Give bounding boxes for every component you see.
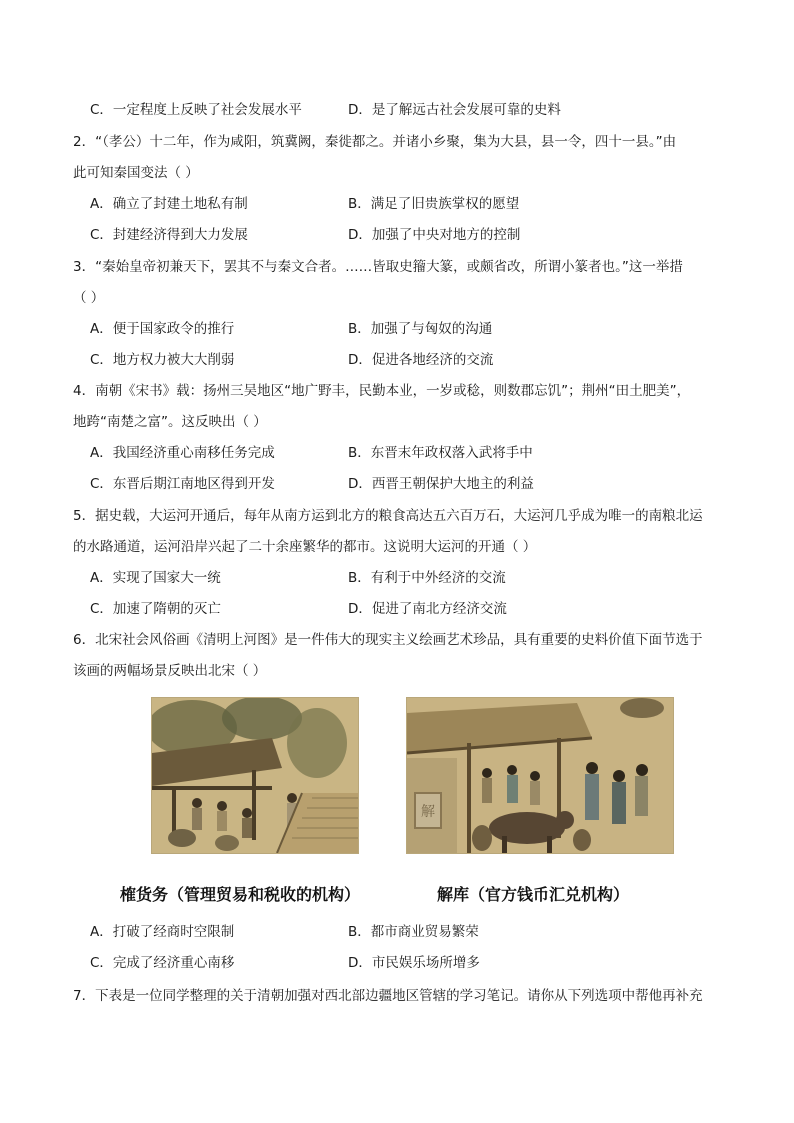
q6-stem-line1: 6．北宋社会风俗画《清明上河图》是一件伟大的现实主义绘画艺术珍品，具有重要的史料价值下面节选于 (73, 632, 703, 648)
q6-option-c[interactable]: C．完成了经济重心南移 (90, 955, 235, 971)
q4-stem-line1: 4．南朝《宋书》载：扬州三吴地区“地广野丰，民勤本业，一岁或稔，则数郡忘饥”；荆州“田土肥美”， (73, 383, 691, 399)
q5-option-a[interactable]: A．实现了国家大一统 (90, 570, 221, 586)
q5-option-b[interactable]: B．有利于中外经济的交流 (348, 570, 506, 586)
painting-right-svg (407, 698, 673, 853)
q1-option-d[interactable]: D．是了解远古社会发展可靠的史料 (348, 102, 561, 118)
painting-left-image (151, 697, 359, 854)
q5-option-d[interactable]: D．促进了南北方经济交流 (348, 601, 507, 617)
q5-option-c[interactable]: C．加速了隋朝的灭亡 (90, 601, 221, 617)
q3-option-b[interactable]: B．加强了与匈奴的沟通 (348, 321, 493, 337)
q3-stem-line1: 3．“秦始皇帝初兼天下，罢其不与秦文合者。……皆取史籀大篆，或颇省改，所谓小篆者也。”这一举措 (73, 259, 683, 275)
q4-option-a[interactable]: A．我国经济重心南移任务完成 (90, 445, 275, 461)
q2-option-d[interactable]: D．加强了中央对地方的控制 (348, 227, 521, 243)
q5-stem-line1: 5．据史载，大运河开通后，每年从南方运到北方的粮食高达五六百万石，大运河几乎成为唯一的南粮北运 (73, 508, 703, 524)
q4-option-c[interactable]: C．东晋后期江南地区得到开发 (90, 476, 275, 492)
q4-option-b[interactable]: B．东晋末年政权落入武将手中 (348, 445, 533, 461)
q1-option-c[interactable]: C．一定程度上反映了社会发展水平 (90, 102, 302, 118)
q3-stem-line2: （ ） (73, 290, 105, 306)
q6-option-b[interactable]: B．都市商业贸易繁荣 (348, 924, 479, 940)
q2-option-b[interactable]: B．满足了旧贵族掌权的愿望 (348, 196, 520, 212)
q7-stem-line1: 7．下表是一位同学整理的关于清朝加强对西北部边疆地区管辖的学习笔记。请你从下列选项中帮他再补充 (73, 988, 703, 1004)
q2-stem-line1: 2．“（孝公）十二年，作为咸阳，筑冀阙，秦徙都之。并诸小乡聚，集为大县，县一令，四十一县。”由 (73, 134, 677, 150)
q2-option-c[interactable]: C．封建经济得到大力发展 (90, 227, 248, 243)
painting-left-svg (152, 698, 358, 853)
q4-stem-line2: 地跨“南楚之富”。这反映出（ ） (73, 414, 267, 430)
q6-option-d[interactable]: D．市民娱乐场所增多 (348, 955, 480, 971)
q6-stem-line2: 该画的两幅场景反映出北宋（ ） (73, 663, 267, 679)
painting-left-caption: 榷货务（管理贸易和税收的机构） (120, 885, 361, 904)
q5-stem-line2: 的水路通道，运河沿岸兴起了二十余座繁华的都市。这说明大运河的开通（ ） (73, 539, 537, 555)
q6-option-a[interactable]: A．打破了经商时空限制 (90, 924, 235, 940)
painting-right-image (406, 697, 674, 854)
q2-option-a[interactable]: A．确立了封建土地私有制 (90, 196, 248, 212)
q4-option-d[interactable]: D．西晋王朝保护大地主的利益 (348, 476, 534, 492)
q3-option-c[interactable]: C．地方权力被大大削弱 (90, 352, 235, 368)
q3-option-d[interactable]: D．促进各地经济的交流 (348, 352, 494, 368)
painting-right-caption: 解库（官方钱币汇兑机构） (437, 885, 630, 904)
q2-stem-line2: 此可知秦国变法（ ） (73, 165, 199, 181)
q3-option-a[interactable]: A．便于国家政令的推行 (90, 321, 235, 337)
